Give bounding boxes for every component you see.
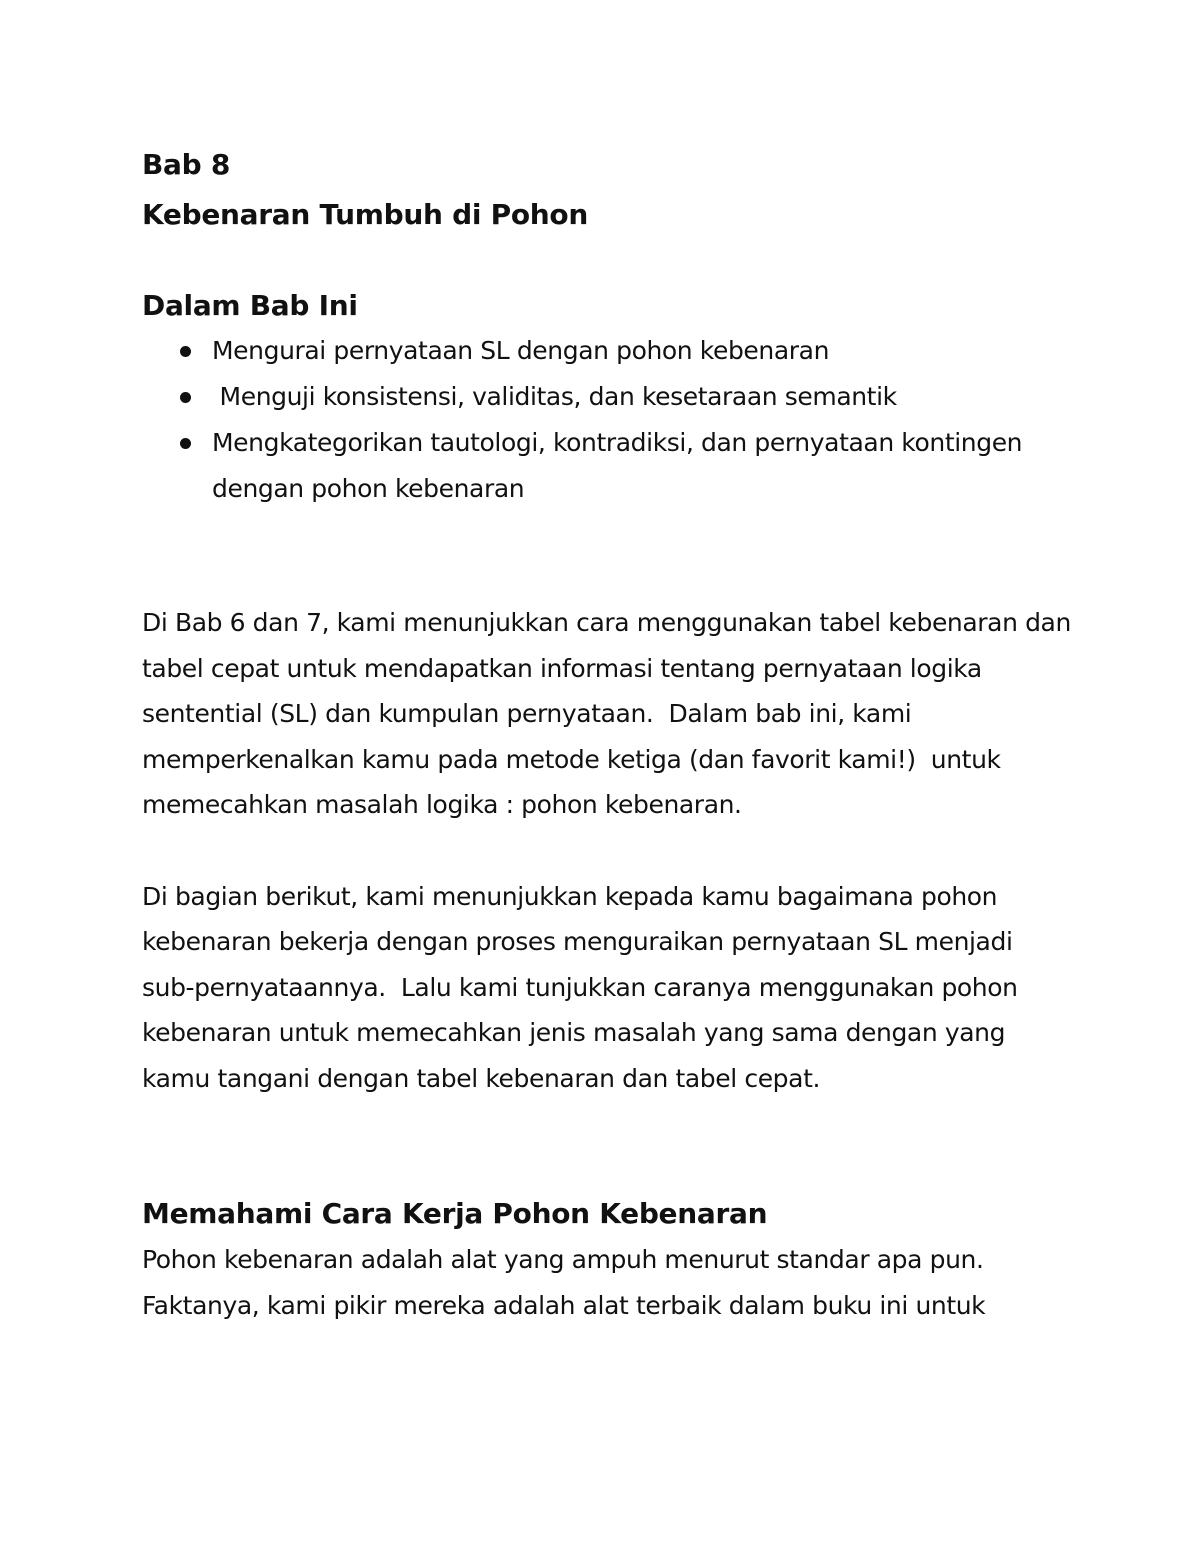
chapter-title: Kebenaran Tumbuh di Pohon (142, 198, 588, 231)
list-item (180, 328, 1072, 374)
section-paragraph: Pohon kebenaran adalah alat yang ampuh menurut standar apa pun. Faktanya, kami pikir mereka adalah alat terbaik dalam buku ini untuk (142, 1245, 986, 1320)
list-item-text: Menguji konsistensi, validitas, dan kesetaraan semantik (212, 382, 897, 411)
list-item (180, 374, 1072, 420)
list-item-text: Mengurai pernyataan SL dengan pohon kebenaran (212, 336, 830, 365)
in-this-chapter-heading: Dalam Bab Ini (142, 289, 358, 322)
bullet-icon (180, 438, 191, 449)
list-item-text: Mengkategorikan tautologi, kontradiksi, dan pernyataan kontingen dengan pohon kebenaran (212, 428, 1023, 503)
chapter-number: Bab 8 (142, 148, 231, 181)
body-paragraph: Di bagian berikut, kami menunjukkan kepada kamu bagaimana pohon kebenaran bekerja dengan proses menguraikan pernyataan SL menjadi sub-pernyataannya. Lalu kami tunjukkan caranya menggunakan pohon kebenaran untuk memecahkan jenis masalah yang sama dengan yang kamu tangani dengan tabel kebenaran dan tabel cepat. (142, 881, 1026, 1093)
chapter-objectives-list (142, 328, 1072, 512)
bullet-icon (180, 346, 191, 357)
section-heading: Memahami Cara Kerja Pohon Kebenaran (142, 1197, 768, 1230)
intro-paragraph: Di Bab 6 dan 7, kami menunjukkan cara menggunakan tabel kebenaran dan tabel cepat untuk mendapatkan informasi tentang pernyataan logika sentential (SL) dan kumpulan pernyataan. Dalam bab ini, kami memperkenalkan kamu pada metode ketiga (dan favorit kami!) untuk memecahkan masalah logika : pohon kebenaran. (142, 608, 1079, 819)
list-item (180, 420, 1072, 512)
bullet-icon (180, 392, 191, 403)
document-page (142, 140, 1079, 1328)
